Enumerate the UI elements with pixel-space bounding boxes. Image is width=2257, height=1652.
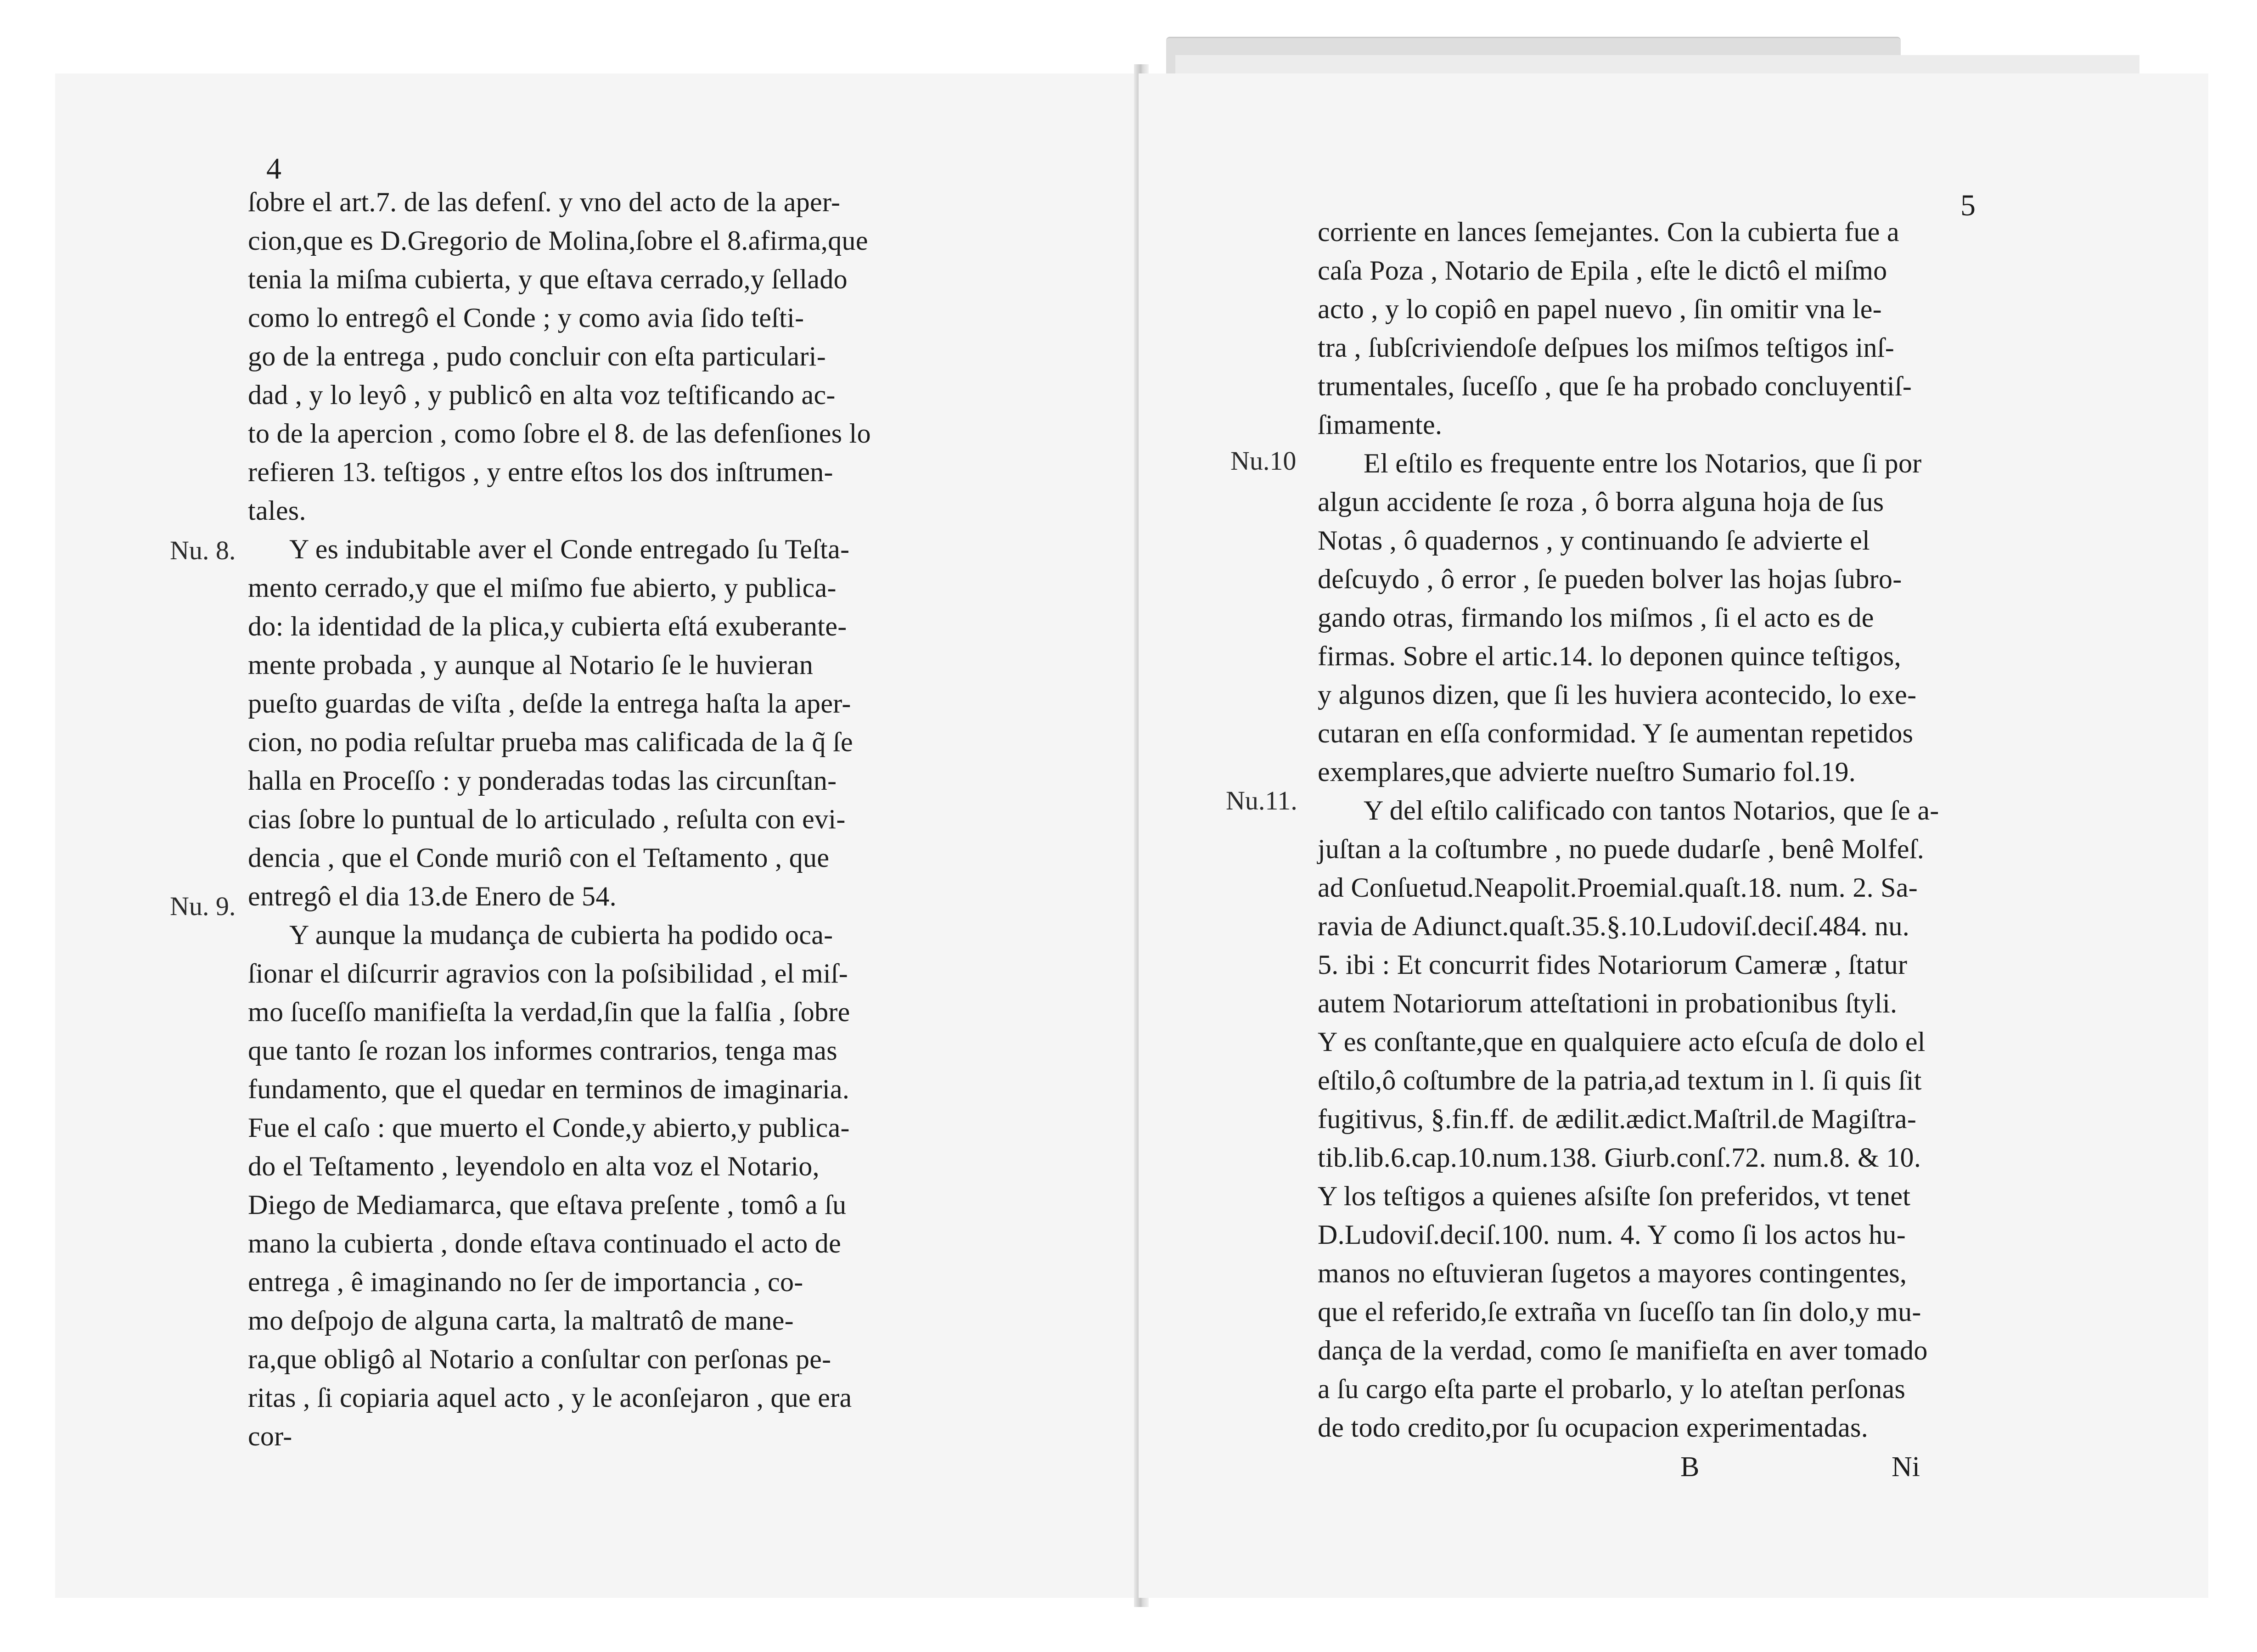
right-page-line: ravia de Adiunct.quaſt.35.§.10.Ludoviſ.deciſ.484. nu. [1318,911,1909,941]
left-page-line: entregô el dia 13.de Enero de 54. [248,881,617,911]
margin-note-nu11: Nu.11. [1226,786,1297,815]
right-page-line: fugitivus, §.fin.ff. de ædilit.ædict.Maſtril.de Magiſtra- [1318,1104,1917,1134]
right-page [1139,73,2208,1598]
right-page-line: algun accidente ſe roza , ô borra alguna hoja de ſus [1318,487,1884,517]
left-page-line: halla en Proceſſo : y ponderadas todas las circunſtan- [248,765,837,796]
left-page-line: ſionar el diſcurrir agravios con la poſsibilidad , el miſ- [248,958,848,989]
left-page-line: mente probada , y aunque al Notario ſe le huvieran [248,650,814,680]
left-page-line: tales. [248,495,306,526]
left-page-line: refieren 13. teſtigos , y entre eſtos los dos inſtrumen- [248,457,833,487]
right-page-line: ſimamente. [1318,410,1443,440]
right-page-line: acto , y lo copiô en papel nuevo , ſin omitir vna le- [1318,294,1882,324]
right-page-line: El eſtilo es frequente entre los Notarios, que ſi por [1364,448,1922,478]
left-page-line: ritas , ſi copiaria aquel acto , y le aconſejaron , que era [248,1382,852,1413]
right-page-line: a ſu cargo eſta parte el probarlo, y lo ateſtan perſonas [1318,1374,1906,1404]
right-page-line: gando otras, firmando los miſmos , ſi el acto es de [1318,602,1874,633]
right-page-line: y algunos dizen, que ſi les huviera acontecido, lo exe- [1318,680,1917,710]
signature-mark: B [1680,1451,1700,1483]
right-page-line: tra , ſubſcriviendoſe deſpues los miſmos teſtigos inſ- [1318,332,1895,363]
right-page-line: juſtan a la coſtumbre , no puede dudarſe , benê Molfeſ. [1318,834,1925,864]
left-page-line: mo ſuceſſo manifieſta la verdad,ſin que la falſia , ſobre [248,997,850,1027]
left-page-line: pueſto guardas de viſta , deſde la entrega haſta la aper- [248,688,851,719]
right-page-line: Y es conſtante,que en qualquiere acto eſcuſa de dolo el [1318,1027,1926,1057]
left-page-line: Diego de Mediamarca, que eſtava preſente , tomô a ſu [248,1190,847,1220]
left-page-line: como lo entregô el Conde ; y como avia ſido teſti- [248,303,804,333]
catchword: Ni [1892,1451,1920,1483]
right-page-line: exemplares,que advierte nueſtro Sumario fol.19. [1318,757,1856,787]
left-page-line: ra,que obligô al Notario a conſultar con perſonas pe- [248,1344,831,1374]
left-page-line: fundamento, que el quedar en terminos de imaginaria. [248,1074,850,1104]
page-number-right: 5 [1960,189,1976,222]
right-page-line: autem Notariorum atteſtationi in probationibus ſtyli. [1318,988,1898,1018]
right-page-line: firmas. Sobre el artic.14. lo deponen quince teſtigos, [1318,641,1901,671]
right-page-line: Y del eſtilo calificado con tantos Notarios, que ſe a- [1364,795,1939,826]
margin-note-nu8: Nu. 8. [170,535,236,565]
right-page-line: trumentales, ſuceſſo , que ſe ha probado concluyentiſ- [1318,371,1912,401]
right-page-line: deſcuydo , ô error , ſe pueden bolver las hojas ſubro- [1318,564,1902,594]
left-page-line: Y es indubitable aver el Conde entregado ſu Teſta- [289,534,850,564]
left-page [55,73,1140,1598]
right-page-line: ad Conſuetud.Neapolit.Proemial.quaſt.18. num. 2. Sa- [1318,872,1918,903]
right-page-line: 5. ibi : Et concurrit fides Notariorum Cameræ , ſtatur [1318,950,1908,980]
left-page-line: que tanto ſe rozan los informes contrarios, tenga mas [248,1035,837,1066]
right-page-line: dança de la verdad, como ſe manifieſta en aver tomado [1318,1335,1928,1365]
left-page-line: cion,que es D.Gregorio de Molina,ſobre el 8.afirma,que [248,225,868,256]
left-page-line: mo deſpojo de alguna carta, la maltratô de mane- [248,1305,794,1336]
left-page-line: ſobre el art.7. de las defenſ. y vno del acto de la aper- [248,187,841,217]
left-page-line: entrega , ê imaginando no ſer de importancia , co- [248,1267,803,1297]
right-page-line: que el referido,ſe extraña vn ſuceſſo tan ſin dolo,y mu- [1318,1297,1921,1327]
right-page-line: corriente en lances ſemejantes. Con la cubierta fue a [1318,217,1899,247]
left-page-line: to de la apercion , como ſobre el 8. de las defenſiones lo [248,418,871,449]
left-page-line: dad , y lo leyô , y publicô en alta voz teſtificando ac- [248,380,836,410]
right-page-line: Y los teſtigos a quienes aſsiſte ſon preferidos, vt tenet [1318,1181,1911,1211]
left-page-line: cias ſobre lo puntual de lo articulado , reſulta con evi- [248,804,846,834]
page-number-left: 4 [266,152,281,185]
left-page-line: mano la cubierta , donde eſtava continuado el acto de [248,1228,842,1259]
right-page-line: caſa Poza , Notario de Epila , eſte le dictô el miſmo [1318,255,1887,286]
margin-note-nu9: Nu. 9. [170,891,236,921]
left-page-line: cor- [248,1421,292,1451]
left-page-line: do el Teſtamento , leyendolo en alta voz el Notario, [248,1151,820,1181]
right-page-line: tib.lib.6.cap.10.num.138. Giurb.conſ.72. num.8. & 10. [1318,1142,1921,1173]
left-page-line: tenia la miſma cubierta, y que eſtava cerrado,y ſellado [248,264,848,294]
right-page-line: Notas , ô quadernos , y continuando ſe advierte el [1318,525,1870,556]
left-page-line: Y aunque la mudança de cubierta ha podido oca- [289,920,833,950]
right-page-line: D.Ludoviſ.deciſ.100. num. 4. Y como ſi los actos hu- [1318,1219,1906,1250]
right-page-line: cutaran en eſſa conformidad. Y ſe aumentan repetidos [1318,718,1914,748]
left-page-line: go de la entrega , pudo concluir con eſta particulari- [248,341,826,371]
right-page-line: de todo credito,por ſu ocupacion experimentadas. [1318,1412,1868,1443]
right-page-line: manos no eſtuvieran ſugetos a mayores contingentes, [1318,1258,1907,1288]
left-page-line: do: la identidad de la plica,y cubierta eſtá exuberante- [248,611,847,641]
right-page-line: eſtilo,ô coſtumbre de la patria,ad textum in l. ſi quis ſit [1318,1065,1922,1096]
left-page-line: cion, no podia reſultar prueba mas calificada de la q̃ ſe [248,727,853,757]
left-page-line: Fue el caſo : que muerto el Conde,y abierto,y publica- [248,1113,850,1143]
left-page-line: mento cerrado,y que el miſmo fue abierto, y publica- [248,573,837,603]
margin-note-nu10: Nu.10 [1230,446,1297,476]
left-page-line: dencia , que el Conde muriô con el Teſtamento , que [248,843,830,873]
